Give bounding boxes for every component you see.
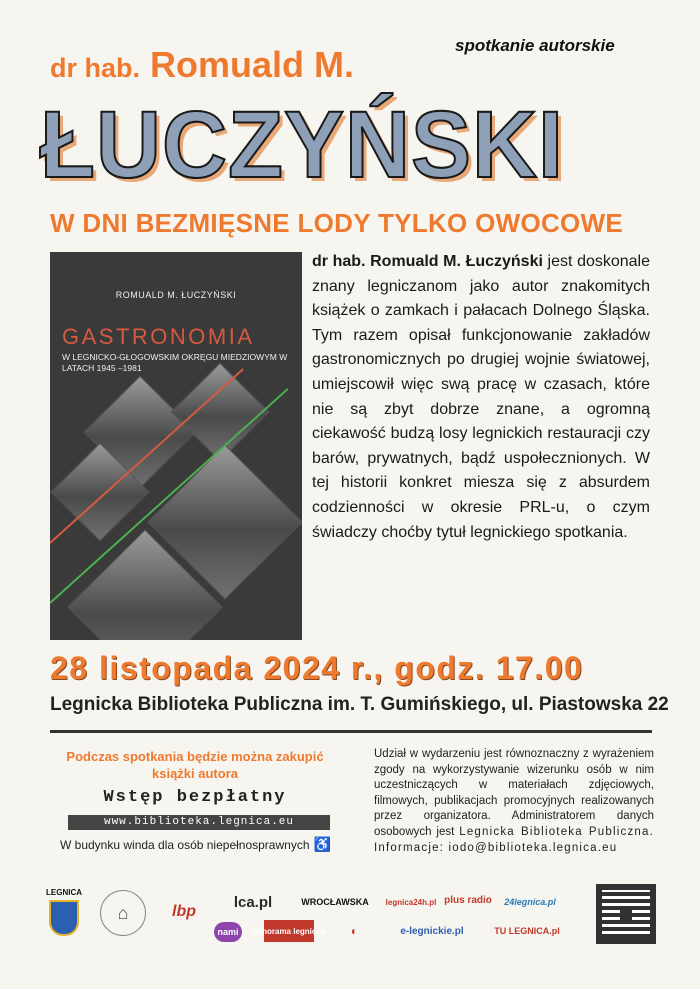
gdpr-contact[interactable]: Informacje: iodo@biblioteka.legnica.eu [374, 841, 618, 854]
event-date: 28 listopada 2024 r., godz. 17.00 [50, 650, 584, 686]
24legnica-logo: 24legnica.pl [504, 897, 556, 907]
accessibility-note [60, 836, 331, 853]
free-entry-label: Wstęp bezpłatny [103, 788, 287, 807]
panorama-logo: panorama legnicka [264, 920, 314, 942]
gdpr-notice [374, 747, 654, 856]
book-cover-title: GASTRONOMIA [62, 324, 255, 349]
lca-logo: lca.pl [233, 893, 273, 911]
legnica24h-logo: legnica24h.pl [385, 897, 437, 907]
gdpr-text: Udział w wydarzeniu jest równoznaczny z wyrażeniem zgody na wykorzystywanie wizerunku osób w nim uczestniczących w materiałach zdjęciowych, filmowych, publikacjach promocyjnych realizowanych przez organizatora. Administratorem danych osobowych jest [374, 748, 654, 838]
description-lead: dr hab. Romuald M. Łuczyński [312, 253, 543, 270]
description-body: jest doskonale znany legniczanom jako autor znakomitych książek o zamkach i pałacach Dolnego Śląska. Tym razem opisał funkcjonowanie zakładów gastronomicznych po drugiej wojnie światowej, umiejscowił więc swą pracę w czasach, które nie są zbyt dobrze znane, a ogromną ciekawość budzą losy legnickich restauracji czy barów, prywatnych, bądź uspołecznionych. W tej historii konkret miesza się z absurdem codzienności w okresie PRL-u, o czym świadczy choćby tytuł legnickiego spotkania. [312, 253, 651, 541]
accessibility-text: W budynku winda dla osób niepełnosprawnych [60, 838, 310, 852]
plus-radio-logo: plus radio [444, 894, 492, 906]
tu-legnica-logo: TU LEGNICA.pl [494, 926, 560, 936]
qr-code[interactable] [596, 884, 656, 944]
description-paragraph [312, 250, 650, 545]
event-title: W DNI BEZMIĘSNE LODY TYLKO OWOCOWE [50, 208, 624, 238]
logo-mark-icon: ◖ [349, 924, 357, 938]
academic-title: dr hab. [50, 53, 141, 83]
divider [50, 730, 652, 733]
partner-logos [44, 880, 658, 950]
legnica-crest-logo [44, 884, 84, 940]
wheelchair-icon: ♿ [313, 836, 331, 852]
nami-logo: nami [214, 922, 242, 942]
event-venue: Legnicka Biblioteka Publiczna im. T. Gumińskiego, ul. Piastowska 22 [50, 694, 669, 715]
seal-icon: ⌂ [117, 902, 129, 923]
crest-icon [49, 900, 79, 936]
book-cover-author: ROMUALD M. ŁUCZYŃSKI [115, 290, 237, 300]
e-legnickie-logo: e-legnickie.pl [400, 925, 464, 937]
book-cover [50, 252, 302, 640]
author-name [50, 44, 354, 86]
legnica-logo-text: LEGNICA [46, 888, 82, 897]
academy-seal-logo [100, 890, 146, 936]
author-surname: ŁUCZYŃSKI [40, 93, 564, 199]
book-sale-note: Podczas spotkania będzie można zakupić książki autora [66, 749, 324, 781]
gdpr-organization: Legnicka Biblioteka Publiczna. [459, 825, 654, 838]
author-first-names: Romuald M. [150, 44, 355, 85]
cover-photo [171, 363, 270, 462]
event-type-label: spotkanie autorskie [455, 36, 615, 55]
lbp-logo: lbp [172, 903, 196, 920]
wroclawska-logo: WROCŁAWSKA [301, 897, 369, 907]
website-link[interactable]: www.biblioteka.legnica.eu [68, 815, 330, 830]
qr-center-icon [620, 908, 632, 920]
small-red-logo [338, 922, 368, 940]
book-cover-subtitle: W LEGNICKO-GŁOGOWSKIM OKRĘGU MIEDZIOWYM W LATACH 1945 –1981 [62, 352, 288, 373]
surname-banner [40, 92, 660, 199]
